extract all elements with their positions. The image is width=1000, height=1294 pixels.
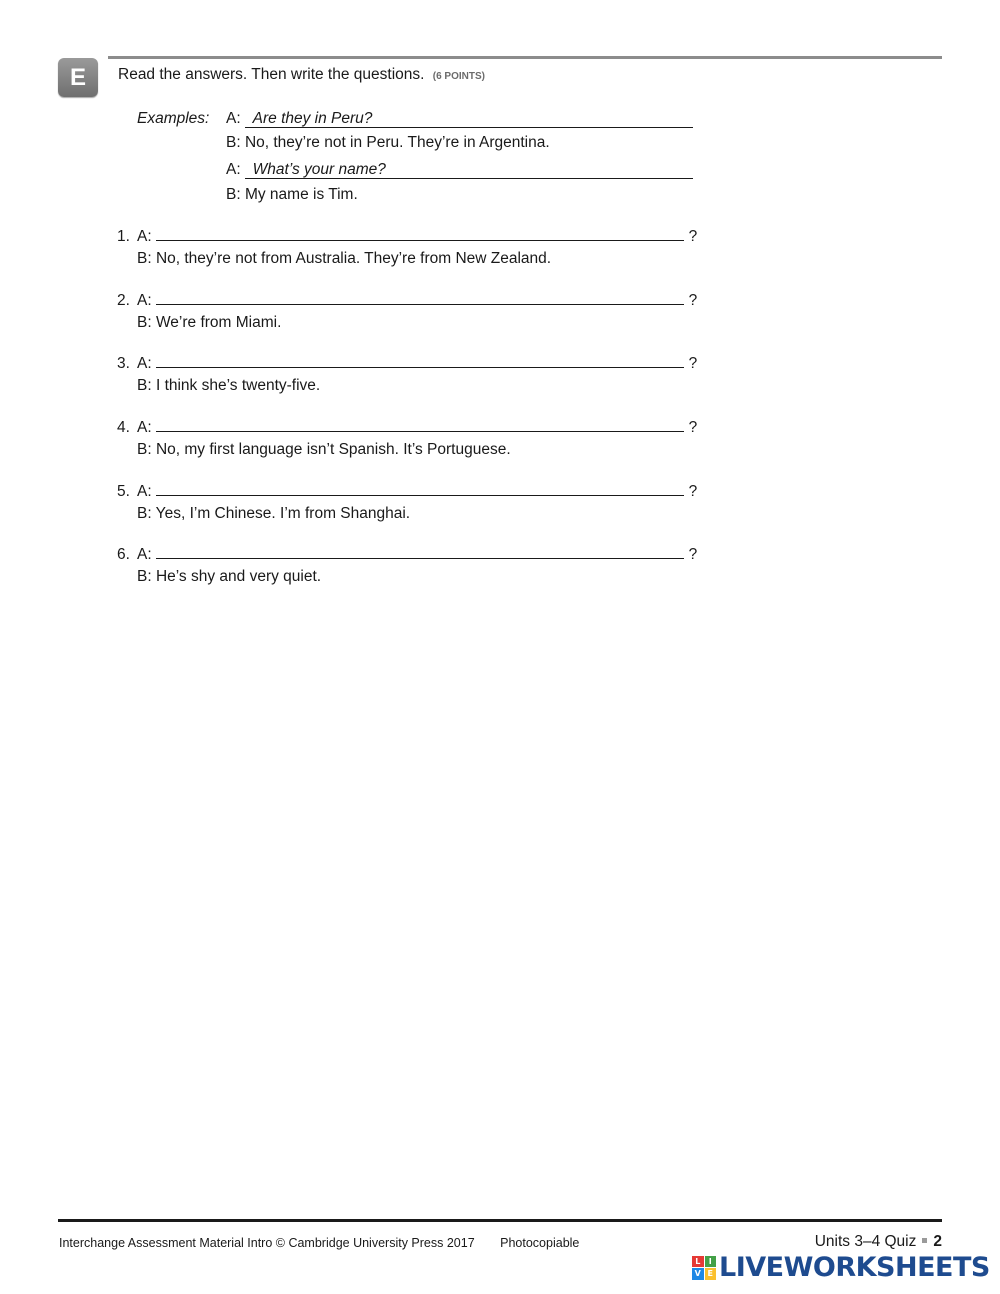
logo-letter: V	[692, 1268, 704, 1280]
logo-letter: E	[705, 1268, 717, 1280]
answer-text-4: B: No, my first language isn’t Spanish. It’s Portuguese.	[137, 441, 511, 458]
quiz-title: Units 3–4 Quiz	[814, 1233, 917, 1250]
answer-text-3: B: I think she’s twenty-five.	[137, 377, 321, 394]
instruction-text: Read the answers. Then write the questions.	[118, 66, 425, 83]
question-row-6	[117, 542, 697, 564]
answer-blank-2[interactable]	[156, 288, 684, 305]
answer-text-5: B: Yes, I’m Chinese. I’m from Shanghai.	[137, 505, 411, 522]
question-a-label: A:	[137, 355, 152, 372]
question-row-4	[117, 415, 697, 437]
page-number: 2	[933, 1233, 942, 1250]
answer-text-2: B: We’re from Miami.	[137, 314, 282, 331]
question-mark: ?	[688, 546, 698, 563]
answer-blank-6[interactable]	[156, 542, 684, 559]
footer-right	[815, 1233, 942, 1251]
example-a-prefix: A:	[226, 161, 241, 178]
question-row-1	[117, 224, 697, 246]
liveworksheets-wordmark: LIVEWORKSHEETS	[719, 1252, 990, 1283]
answer-blank-1[interactable]	[156, 224, 684, 241]
question-a-label: A:	[137, 546, 152, 563]
square-bullet-icon	[922, 1238, 927, 1243]
logo-letter: L	[692, 1256, 704, 1268]
question-number: 6.	[117, 546, 130, 563]
liveworksheets-brand[interactable]	[692, 1252, 990, 1283]
answer-blank-5[interactable]	[156, 479, 684, 496]
copyright-text: Interchange Assessment Material Intro © Cambridge University Press 2017	[59, 1236, 475, 1250]
answer-blank-3[interactable]	[156, 351, 684, 368]
footer-left	[59, 1236, 579, 1250]
question-row-3	[117, 351, 697, 373]
liveworksheets-logo-icon	[692, 1256, 716, 1280]
question-a-label: A:	[137, 228, 152, 245]
question-mark: ?	[688, 419, 698, 436]
question-mark: ?	[688, 483, 698, 500]
instruction	[118, 66, 485, 84]
question-a-label: A:	[137, 292, 152, 309]
example-a-row	[226, 161, 693, 179]
points-label: (6 POINTS)	[432, 71, 485, 82]
example-b-row: B: No, they’re not in Peru. They’re in Argentina.	[226, 134, 550, 151]
question-row-2	[117, 288, 697, 310]
question-mark: ?	[688, 228, 698, 245]
question-a-label: A:	[137, 419, 152, 436]
question-number: 1.	[117, 228, 130, 245]
example-answer: Are they in Peru?	[245, 110, 693, 128]
example-b-row: B: My name is Tim.	[226, 186, 358, 203]
question-number: 2.	[117, 292, 130, 309]
answer-blank-4[interactable]	[156, 415, 684, 432]
question-number: 5.	[117, 483, 130, 500]
logo-letter: I	[705, 1256, 717, 1268]
question-mark: ?	[688, 355, 698, 372]
section-badge: E	[58, 58, 98, 97]
question-number: 4.	[117, 419, 130, 436]
example-a-row	[226, 110, 693, 128]
question-a-label: A:	[137, 483, 152, 500]
question-number: 3.	[117, 355, 130, 372]
examples-label: Examples:	[137, 110, 210, 127]
answer-text-1: B: No, they’re not from Australia. They’re from New Zealand.	[137, 250, 552, 267]
question-row-5	[117, 479, 697, 501]
photocopiable-label: Photocopiable	[500, 1236, 580, 1250]
example-answer: What’s your name?	[245, 161, 693, 179]
example-a-prefix: A:	[226, 110, 241, 127]
top-divider	[108, 56, 942, 59]
footer-divider	[58, 1219, 942, 1222]
question-mark: ?	[688, 292, 698, 309]
answer-text-6: B: He’s shy and very quiet.	[137, 568, 322, 585]
